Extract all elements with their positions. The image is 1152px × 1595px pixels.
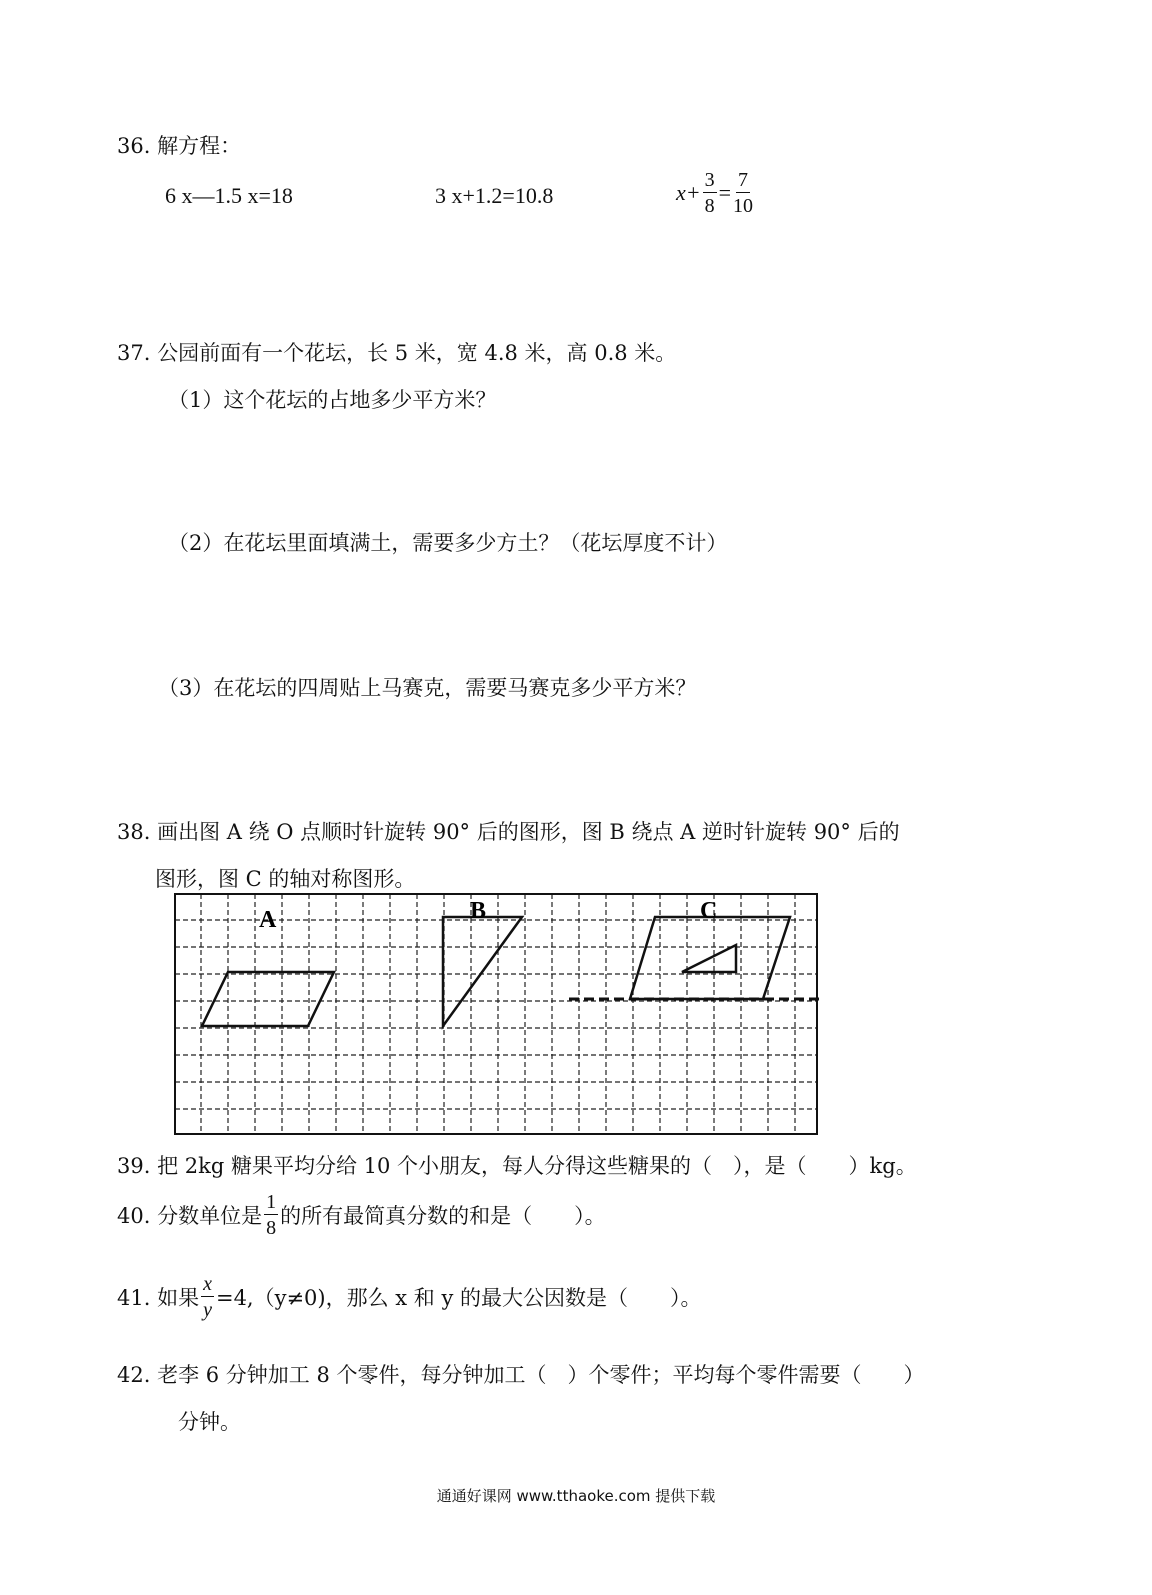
- q38-line-2: 图形，图 C 的轴对称图形。: [155, 867, 416, 891]
- q36-equation-2: 3 x+1.2=10.8: [435, 183, 554, 208]
- q41-fraction: [201, 1274, 214, 1320]
- q40-prefix: 40. 分数单位是: [117, 1204, 263, 1228]
- label-c: C: [700, 898, 718, 924]
- q36-eq3-fraction-1: [703, 170, 717, 216]
- q37-sub-2: （2）在花坛里面填满土，需要多少方土？（花坛厚度不计）: [168, 531, 728, 555]
- rotation-grid-figure: [174, 893, 822, 1137]
- q42-line-1: 42. 老李 6 分钟加工 8 个零件，每分钟加工（ ）个零件；平均每个零件需要（ ）: [117, 1363, 925, 1387]
- fraction-numerator: 1: [266, 1191, 277, 1213]
- label-b: B: [470, 898, 487, 924]
- q40-suffix: 的所有最简真分数的和是（ ）。: [280, 1204, 606, 1228]
- label-a: A: [259, 907, 277, 933]
- q41-prefix: 41. 如果: [117, 1286, 200, 1310]
- fraction-denominator: 8: [704, 195, 715, 217]
- fraction-denominator: 10: [733, 195, 754, 217]
- q37-sub-3: （3）在花坛的四周贴上马赛克，需要马赛克多少平方米？: [158, 676, 697, 700]
- q36-eq3-fraction-2: [733, 170, 753, 216]
- fraction-denominator: y: [203, 1299, 212, 1321]
- q36-equation-3: [676, 170, 755, 216]
- fraction-numerator: 7: [738, 169, 749, 191]
- q40-fraction: [264, 1192, 278, 1238]
- shape-c-inner-triangle: [682, 945, 736, 972]
- page-footer: 通通好课网 www.tthaoke.com 提供下载: [436, 1487, 716, 1505]
- fraction-denominator: 8: [266, 1217, 277, 1239]
- shape-b-triangle: [443, 917, 522, 1026]
- q39-text: 39. 把 2kg 糖果平均分给 10 个小朋友，每人分得这些糖果的（ ），是（ ）kg。: [117, 1154, 917, 1178]
- q42-line-2: 分钟。: [178, 1410, 241, 1434]
- fraction-numerator: x: [203, 1273, 212, 1295]
- q36-eq3-equals: =: [718, 180, 732, 205]
- q41-line: [117, 1274, 702, 1320]
- q38-line-1: 38. 画出图 A 绕 O 点顺时针旋转 90° 后的图形，图 B 绕点 A 逆时针旋转 90° 后的: [117, 820, 900, 844]
- q40-line: [117, 1192, 606, 1238]
- q36-equation-1: 6 x—1.5 x=18: [165, 183, 293, 208]
- q37-sub-1: （1）这个花坛的占地多少平方米？: [168, 388, 497, 412]
- q41-suffix: =4,（y≠0)，那么 x 和 y 的最大公因数是（ ）。: [215, 1286, 702, 1310]
- q36-eq3-prefix: x+: [676, 180, 701, 205]
- q36-label: 36. 解方程：: [117, 134, 242, 158]
- shape-a-parallelogram: [202, 972, 334, 1026]
- q37-label: 37. 公园前面有一个花坛，长 5 米，宽 4.8 米，高 0.8 米。: [117, 341, 677, 365]
- fraction-numerator: 3: [704, 169, 715, 191]
